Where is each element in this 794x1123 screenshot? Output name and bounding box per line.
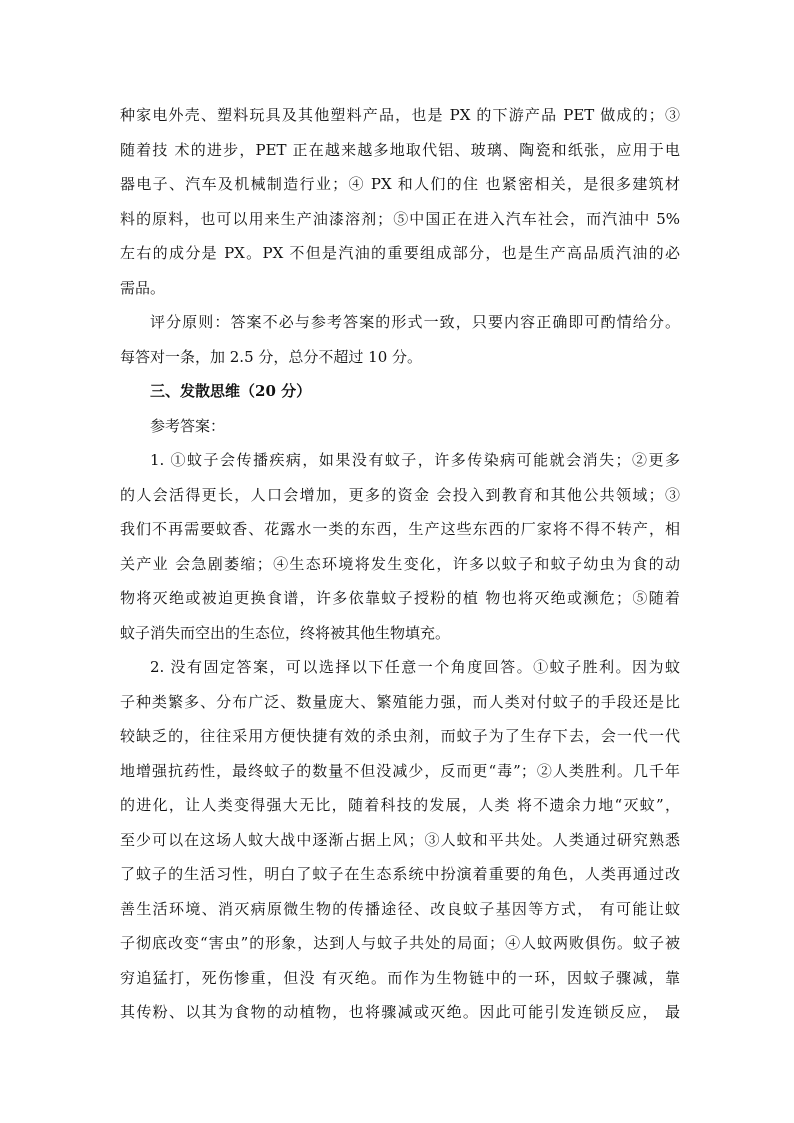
text-line: 器电子、汽车及机械制造行业；④ PX 和人们的住 也紧密相关，是很多建筑材 [120, 175, 680, 193]
text-line: 其传粉、以其为食物的动植物，也将骤减或灭绝。因此可能引发连锁反应， 最 [120, 1003, 680, 1021]
text-line: 至少可以在这场人蚊大战中逐渐占据上风；③人蚊和平共处。人类通过研究熟悉 [120, 830, 680, 849]
text-line: 子种类繁多、分布广泛、数量庞大、繁殖能力强，而人类对付蚊子的手段还是比 [120, 692, 680, 711]
text-line: 的人会活得更长，人口会增加，更多的资金 会投入到教育和其他公共领域；③ [120, 485, 680, 504]
text-line: 的进化，让人类变得强大无比，随着科技的发展，人类 将不遗余力地“灭蚊”， [120, 796, 680, 814]
text-line: 蚊子消失而空出的生态位，终将被其他生物填充。 [120, 623, 451, 642]
text-line: 善生活环境、消灭病原微生物的传播途径、改良蚊子基因等方式， 有可能让蚊 [120, 899, 680, 918]
text-line: 参考答案： [150, 416, 226, 435]
section-heading: 三、发散思维（20 分） [150, 382, 312, 400]
text-line: 种家电外壳、塑料玩具及其他塑料产品，也是 PX 的下游产品 PET 做成的；③ [120, 106, 680, 124]
text-line: 评分原则：答案不必与参考答案的形式一致，只要内容正确即可酌情给分。 [150, 313, 680, 331]
text-line: 需品。 [120, 278, 166, 297]
text-line: 关产业 会急剧萎缩；④生态环境将发生变化，许多以蚊子和蚊子幼虫为食的动 [120, 554, 680, 573]
text-line: 2. 没有固定答案，可以选择以下任意一个角度回答。①蚊子胜利。因为蚊 [150, 658, 680, 676]
text-line: 每答对一条，加 2.5 分，总分不超过 10 分。 [120, 347, 423, 366]
text-line: 我们不再需要蚊香、花露水一类的东西，生产这些东西的厂家将不得不转产，相 [120, 520, 680, 538]
text-line: 物将灭绝或被迫更换食谱，许多依靠蚊子授粉的植 物也将灭绝或濒危；⑤随着 [120, 589, 680, 607]
text-line: 穷追猛打，死伤惨重，但没 有灭绝。而作为生物链中的一环，因蚊子骤减，靠 [120, 968, 680, 987]
text-line: 较缺乏的，往往采用方便快捷有效的杀虫剂，而蚊子为了生存下去，会一代一代 [120, 727, 680, 745]
text-line: 左右的成分是 PX。PX 不但是汽油的重要组成部分，也是生产高品质汽油的必 [120, 244, 680, 262]
text-line: 料的原料，也可以用来生产油漆溶剂；⑤中国正在进入汽车社会，而汽油中 5% [120, 209, 680, 228]
text-line: 1. ①蚊子会传播疾病，如果没有蚊子，许多传染病可能就会消失；②更多 [150, 451, 680, 469]
document-body [120, 98, 680, 1030]
text-line: 子彻底改变“害虫”的形象，达到人与蚊子共处的局面；④人蚊两败俱伤。蚊子被 [120, 934, 680, 952]
text-line: 随着技 术的进步，PET 正在越来越多地取代铝、玻璃、陶瓷和纸张，应用于电 [120, 140, 680, 159]
text-line: 了蚊子的生活习性，明白了蚊子在生态系统中扮演着重要的角色，人类再通过改 [120, 865, 680, 883]
text-line: 地增强抗药性，最终蚊子的数量不但没减少，反而更“毒”；②人类胜利。几千年 [120, 761, 680, 780]
